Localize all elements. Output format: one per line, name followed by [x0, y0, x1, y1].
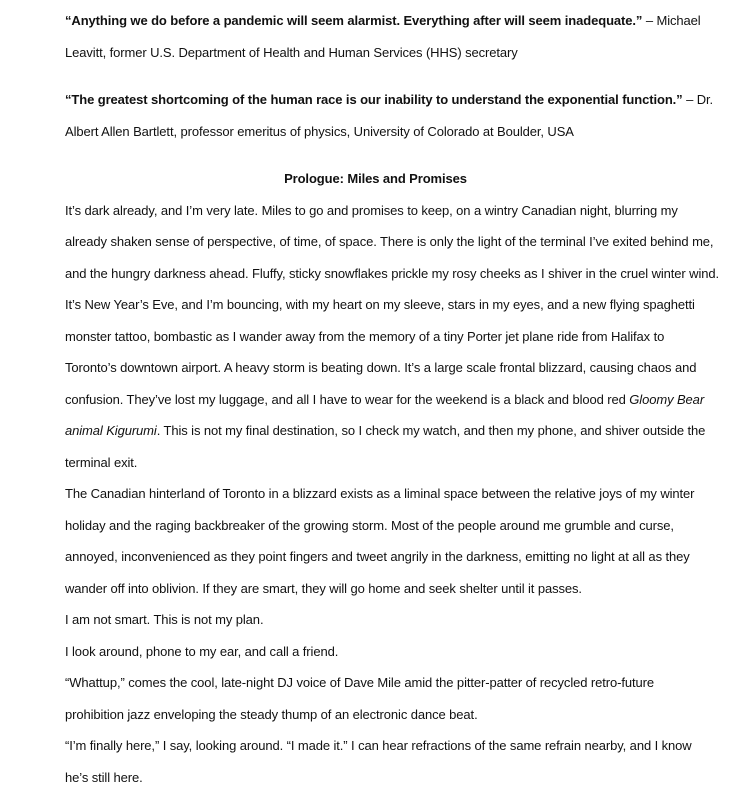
epigraph-1-attribution: – Michael: [642, 13, 701, 28]
paragraph-2-line-4: wander off into oblivion. If they are smart, they will go home and seek shelter until it passes.: [65, 580, 582, 596]
paragraph-2-line-2: holiday and the raging backbreaker of the growing storm. Most of the people around me grumble and curse,: [65, 517, 674, 533]
paragraph-2-line-1: The Canadian hinterland of Toronto in a blizzard exists as a liminal space between the relative joys of my winter: [65, 486, 695, 501]
paragraph-2-line-3: annoyed, inconvenienced as they point fingers and tweet angrily in the darkness, emitting no light at all as they: [65, 549, 690, 564]
chapter-title: Prologue: Miles and Promises: [284, 171, 467, 186]
epigraph-2-quote: “The greatest shortcoming of the human race is our inability to understand the exponential function.”: [65, 92, 683, 107]
paragraph-1-line-8: [65, 420, 706, 452]
paragraph-3: I am not smart. This is not my plan.: [65, 612, 264, 627]
paragraph-6-line-1: “I’m finally here,” I say, looking around. “I made it.” I can hear refractions of the same refrain nearby, and I know: [65, 738, 692, 753]
gloomy-bear-italic: Gloomy Bear: [629, 391, 705, 407]
paragraph-1-line-5: monster tattoo, bombastic as I wander away from the memory of a tiny Porter jet plane ride from Halifax to: [65, 328, 665, 344]
paragraph-1-line-4: It’s New Year’s Eve, and I’m bouncing, with my heart on my sleeve, stars in my eyes, and a new flying spaghetti: [65, 297, 695, 312]
epigraph-1-line-2: Leavitt, former U.S. Department of Health and Human Services (HHS) secretary: [65, 44, 518, 60]
paragraph-1-line-8-text: . This is not my final destination, so I check my watch, and then my phone, and shiver outside the: [156, 423, 706, 438]
epigraph-2-attribution: – Dr.: [682, 92, 714, 107]
paragraph-1-line-7-text: confusion. They’ve lost my luggage, and all I have to wear for the weekend is a black and blood red: [65, 391, 630, 407]
epigraph-1-line-1: [65, 10, 701, 42]
paragraph-1-line-1: It’s dark already, and I’m very late. Miles to go and promises to keep, on a wintry Canadian night, blurring my: [65, 202, 678, 218]
kigurumi-italic: animal Kigurumi: [65, 423, 157, 438]
paragraph-5-line-2: prohibition jazz enveloping the steady thump of an electronic dance beat.: [65, 706, 478, 722]
paragraph-1-line-6: Toronto’s downtown airport. A heavy storm is beating down. It’s a large scale frontal blizzard, causing chaos and: [65, 360, 697, 375]
paragraph-4: I look around, phone to my ear, and call a friend.: [65, 643, 339, 659]
paragraph-6-line-2: he’s still here.: [65, 769, 143, 785]
paragraph-1-line-3: and the hungry darkness ahead. Fluffy, sticky snowflakes prickle my rosy cheeks as I shiver in the cruel winter wind.: [65, 265, 720, 281]
spacer: [65, 73, 686, 89]
spacer: [65, 152, 686, 168]
epigraph-2-line-1: [65, 89, 714, 121]
epigraph-2-line-2: Albert Allen Bartlett, professor emeritus of physics, University of Colorado at Boulder, USA: [65, 123, 574, 139]
paragraph-1-line-7: [65, 389, 705, 421]
paragraph-5-line-1: “Whattup,” comes the cool, late-night DJ voice of Dave Mile amid the pitter-patter of recycled retro-future: [65, 675, 654, 690]
chapter-heading: [65, 168, 686, 200]
paragraph-1-line-2: already shaken sense of perspective, of time, of space. There is only the light of the terminal I’ve exited behind me,: [65, 234, 714, 249]
paragraph-1-line-9: terminal exit.: [65, 454, 138, 470]
epigraph-1-quote: “Anything we do before a pandemic will seem alarmist. Everything after will seem inadequate.”: [65, 13, 643, 28]
